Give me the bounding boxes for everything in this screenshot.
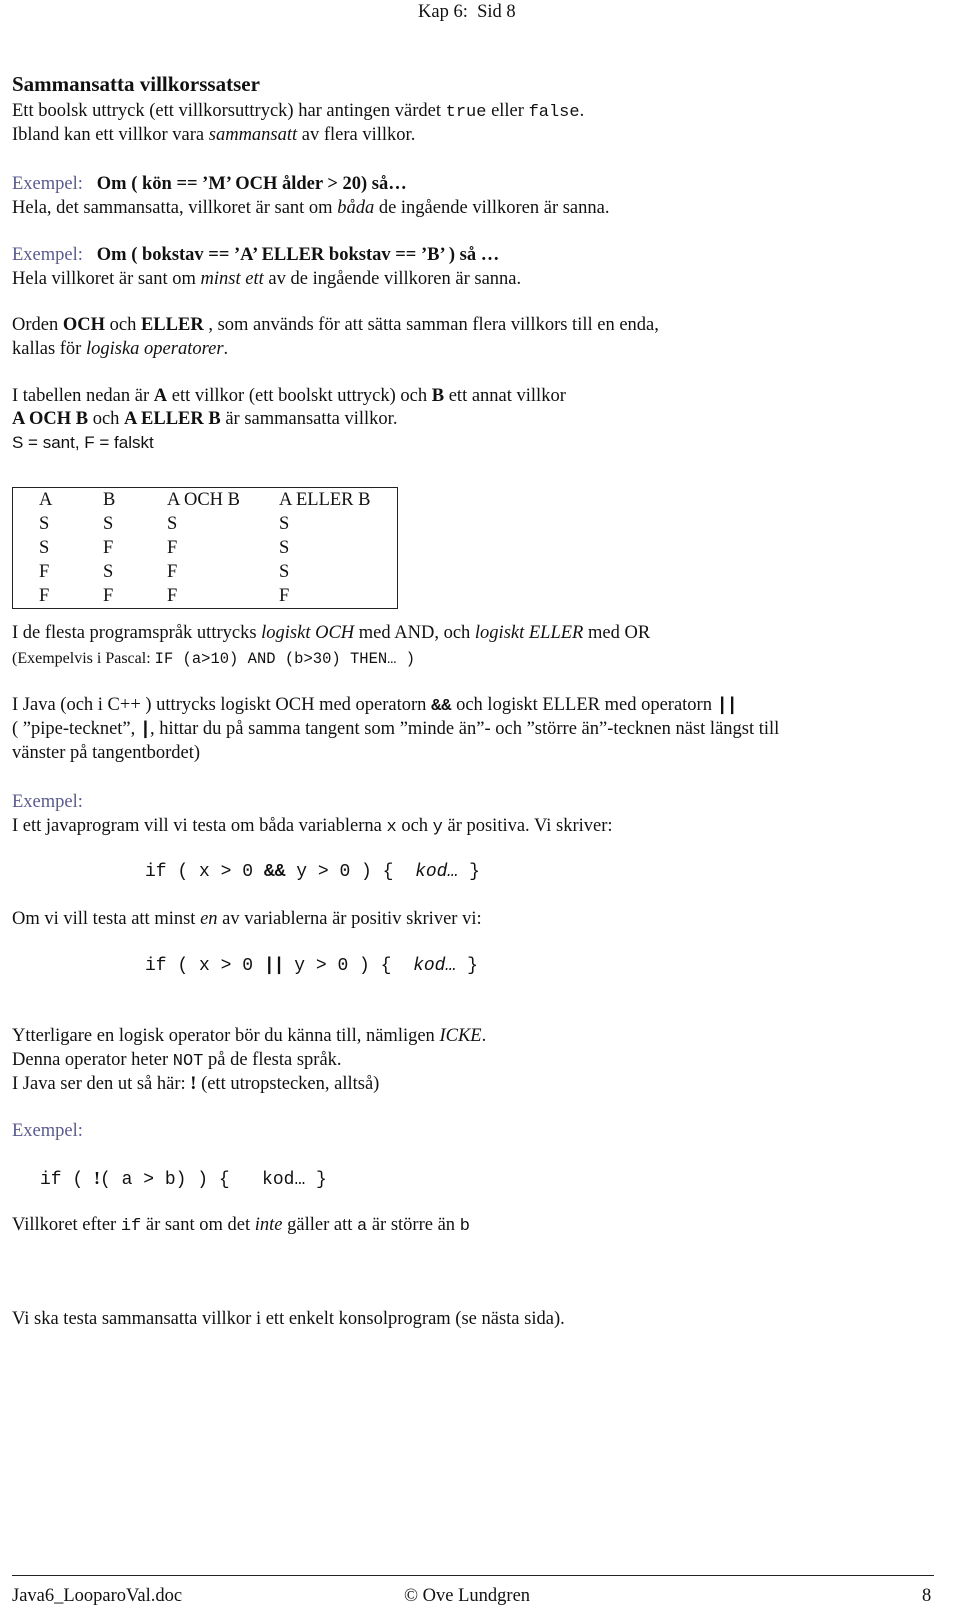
table-row (13, 512, 398, 536)
example-label: Exempel: (12, 792, 83, 812)
not-paragraph-line-2: Denna operator heter NOT på de flesta språk. (12, 1050, 342, 1071)
table-cell: F (167, 538, 178, 558)
java-ops-line-2: ( ”pipe-tecknet”, |, hittar du på samma tangent som ”minde än”- och ”större än”-tecknen näst längst till (12, 719, 780, 740)
header-page: Sid 8 (477, 2, 516, 22)
example-4-code: if ( x > 0 || y > 0 ) { kod… } (145, 956, 478, 976)
truth-table-header (13, 488, 398, 513)
table-cell: F (167, 562, 178, 582)
java-ops-line-3: vänster på tangentbordet) (12, 743, 201, 763)
table-row (13, 536, 398, 560)
example-label: Exempel: (12, 174, 83, 194)
not-paragraph-line-3: I Java ser den ut så här: ! (ett utropstecken, alltså) (12, 1074, 380, 1094)
pipe-character: | (139, 719, 150, 740)
table-row (13, 584, 398, 609)
footer-rule (12, 1575, 934, 1576)
operators-paragraph-line-2: kallas för logiska operatorer. (12, 339, 229, 359)
header-chapter: Kap 6: (418, 2, 468, 22)
table-cell: S (39, 514, 50, 534)
or-operator: || (716, 695, 737, 716)
intro-line-1: Ett boolsk uttryck (ett villkorsuttryck) har antingen värdet true eller false. (12, 101, 585, 122)
header-cell: A (39, 490, 53, 510)
header-cell: B (103, 490, 116, 510)
table-cell: S (279, 562, 290, 582)
example-3-code: if ( x > 0 && y > 0 ) { kod… } (145, 862, 480, 882)
closing-paragraph: Vi ska testa sammansatta villkor i ett enkelt konsolprogram (se nästa sida). (12, 1309, 565, 1329)
page-header (418, 0, 516, 24)
not-operator: ! (190, 1074, 197, 1094)
table-row (13, 560, 398, 584)
not-keyword: NOT (172, 1052, 204, 1071)
example-label: Exempel: (12, 245, 83, 265)
true-keyword: true (445, 103, 487, 122)
java-ops-line-1: I Java (och i C++ ) uttrycks logiskt OCH med operatorn && och logiskt ELLER med operatorn || (12, 695, 737, 716)
table-cell: S (103, 514, 114, 534)
table-cell: F (39, 586, 50, 606)
footer-page-number: 8 (922, 1586, 932, 1606)
example-label: Exempel: (12, 1121, 83, 1141)
table-cell: F (39, 562, 50, 582)
table-cell: S (167, 514, 178, 534)
example-4-text: Om vi vill testa att minst en av variablerna är positiv skriver vi: (12, 909, 482, 929)
table-cell: S (103, 562, 114, 582)
table-intro-line-1: I tabellen nedan är A ett villkor (ett boolskt uttryck) och B ett annat villkor (12, 386, 566, 406)
false-keyword: false (528, 103, 580, 122)
not-paragraph-line-1: Ytterligare en logisk operator bör du känna till, nämligen ICKE. (12, 1026, 487, 1046)
languages-line-2: (Exempelvis i Pascal: IF (a>10) AND (b>30) THEN… ) (12, 650, 416, 668)
section-title: Sammansatta villkorssatser (12, 72, 260, 96)
operators-paragraph-line-1: Orden OCH och ELLER , som används för att sätta samman flera villkors till en enda, (12, 315, 659, 335)
example-5-explanation: Villkoret efter if är sant om det inte gäller att a är större än b (12, 1215, 470, 1236)
example-5-code: if ( !( a > b) ) { kod… } (40, 1168, 327, 1190)
table-cell: S (279, 514, 290, 534)
header-cell: A OCH B (167, 490, 240, 510)
table-cell: S (279, 538, 290, 558)
intro-line-2: Ibland kan ett villkor vara sammansatt av flera villkor. (12, 125, 416, 145)
table-cell: F (167, 586, 178, 606)
truth-table (12, 487, 398, 609)
table-cell: F (279, 586, 290, 606)
footer-filename: Java6_LooparoVal.doc (12, 1586, 183, 1606)
footer-author: © Ove Lundgren (404, 1586, 531, 1606)
example-2-explanation: Hela villkoret är sant om minst ett av de ingående villkoren är sanna. (12, 269, 522, 289)
table-cell: F (103, 538, 114, 558)
example-2-condition: Exempel: Om ( bokstav == ’A’ ELLER bokstav == ’B’ ) så … (12, 245, 500, 265)
languages-line-1: I de flesta programspråk uttrycks logiskt OCH med AND, och logiskt ELLER med OR (12, 623, 651, 643)
table-cell: F (103, 586, 114, 606)
example-3-text: I ett javaprogram vill vi testa om båda variablerna x och y är positiva. Vi skriver: (12, 816, 613, 837)
pascal-code: IF (a>10) AND (b>30) THEN… ) (154, 650, 416, 668)
example-1-explanation: Hela, det sammansatta, villkoret är sant om båda de ingående villkoren är sanna. (12, 198, 610, 218)
and-operator: && (431, 697, 452, 716)
example-1-condition: Exempel: Om ( kön == ’M’ OCH ålder > 20) så… (12, 174, 407, 194)
header-cell: A ELLER B (279, 490, 371, 510)
table-cell: S (39, 538, 50, 558)
truth-legend: S = sant, F = falskt (12, 433, 154, 452)
table-intro-line-2: A OCH B och A ELLER B är sammansatta villkor. (12, 409, 398, 429)
